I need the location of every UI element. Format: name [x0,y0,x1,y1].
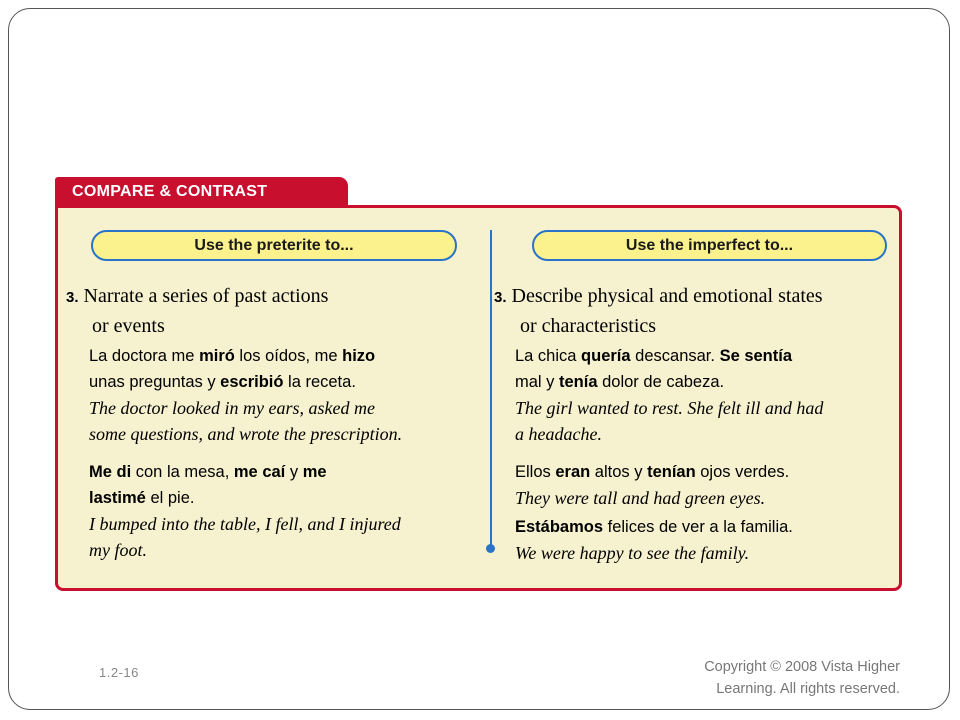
imperfect-pill-label: Use the imperfect to... [625,237,794,254]
tab-title: COMPARE & CONTRAST [72,183,268,200]
text-span: altos y [590,463,648,481]
text-span: con la mesa, [131,463,234,481]
preterite-translation-1 [89,395,402,447]
translation-line: The girl wanted to rest. She felt ill and had [515,398,824,418]
verb-eran: eran [555,463,591,481]
text-span: los oídos, me [234,347,343,365]
translation-line: my foot. [89,540,147,560]
text-span: ojos verdes. [695,463,790,481]
preterite-pill-label: Use the preterite to... [194,237,354,254]
imperfect-translation-1 [515,395,823,447]
verb-se-sentia: Se sentía [719,347,793,365]
compare-contrast-tab [55,177,348,206]
preterite-heading-line1: Narrate a series of past actions [83,285,329,307]
text-span: Ellos [515,463,556,481]
preterite-example-1-line1 [89,343,375,369]
verb-me-di: Me di [89,463,132,481]
imperfect-example-2 [515,459,789,485]
translation-line: They were tall and had green eyes. [515,488,766,508]
text-span: la receta. [283,373,356,391]
text-span: La doctora me [89,347,200,365]
copyright-notice [704,656,900,700]
verb-estabamos: Estábamos [515,518,604,536]
preterite-example-2 [89,459,327,511]
copyright-line: Copyright © 2008 Vista Higher [704,659,900,675]
text-span: unas preguntas y [89,373,221,391]
preterite-number: 3. [66,289,79,306]
imperfect-heading-line1: Describe physical and emotional states [511,285,823,307]
imperfect-translation-2 [515,485,765,511]
imperfect-heading [494,282,823,341]
verb-me-cai: me caí [233,463,286,481]
verb-hizo: hizo [342,347,376,365]
translation-line: I bumped into the table, I fell, and I injured [89,514,401,534]
imperfect-example-1-line1 [515,343,792,369]
verb-queria: quería [581,347,631,365]
preterite-pill [91,230,457,261]
text-span: felices de ver a la familia. [603,518,793,536]
column-divider [490,230,492,548]
translation-line: some questions, and wrote the prescription. [89,424,403,444]
verb-tenia: tenía [559,373,598,391]
preterite-heading-line2: or events [92,315,165,337]
divider-dot-icon [486,544,495,553]
text-span: y [285,463,303,481]
imperfect-heading-line2: or characteristics [520,315,657,337]
text-span: mal y [515,373,560,391]
verb-me: me [302,463,327,481]
translation-line: We were happy to see the family. [515,543,750,563]
verb-lastime: lastimé [89,489,146,507]
preterite-heading [66,282,328,341]
imperfect-number: 3. [494,289,507,306]
verb-escribio: escribió [220,373,284,391]
imperfect-example-1 [515,343,792,395]
preterite-example-1-line2 [89,369,375,395]
copyright-line: Learning. All rights reserved. [716,681,900,697]
preterite-example-2-line1 [89,459,327,485]
translation-line: a headache. [515,424,602,444]
preterite-example-1 [89,343,375,395]
preterite-example-2-line2 [89,485,327,511]
text-span: descansar. [630,347,720,365]
imperfect-pill [532,230,887,261]
imperfect-translation-3 [515,540,749,566]
text-span: La chica [515,347,582,365]
imperfect-example-1-line2 [515,369,792,395]
slide-number: 1.2-16 [99,665,139,680]
text-span: el pie. [145,489,195,507]
text-span: dolor de cabeza. [597,373,725,391]
verb-tenian: tenían [647,463,696,481]
imperfect-example-3 [515,514,793,540]
translation-line: The doctor looked in my ears, asked me [89,398,375,418]
preterite-translation-2 [89,511,401,563]
verb-miro: miró [199,347,235,365]
